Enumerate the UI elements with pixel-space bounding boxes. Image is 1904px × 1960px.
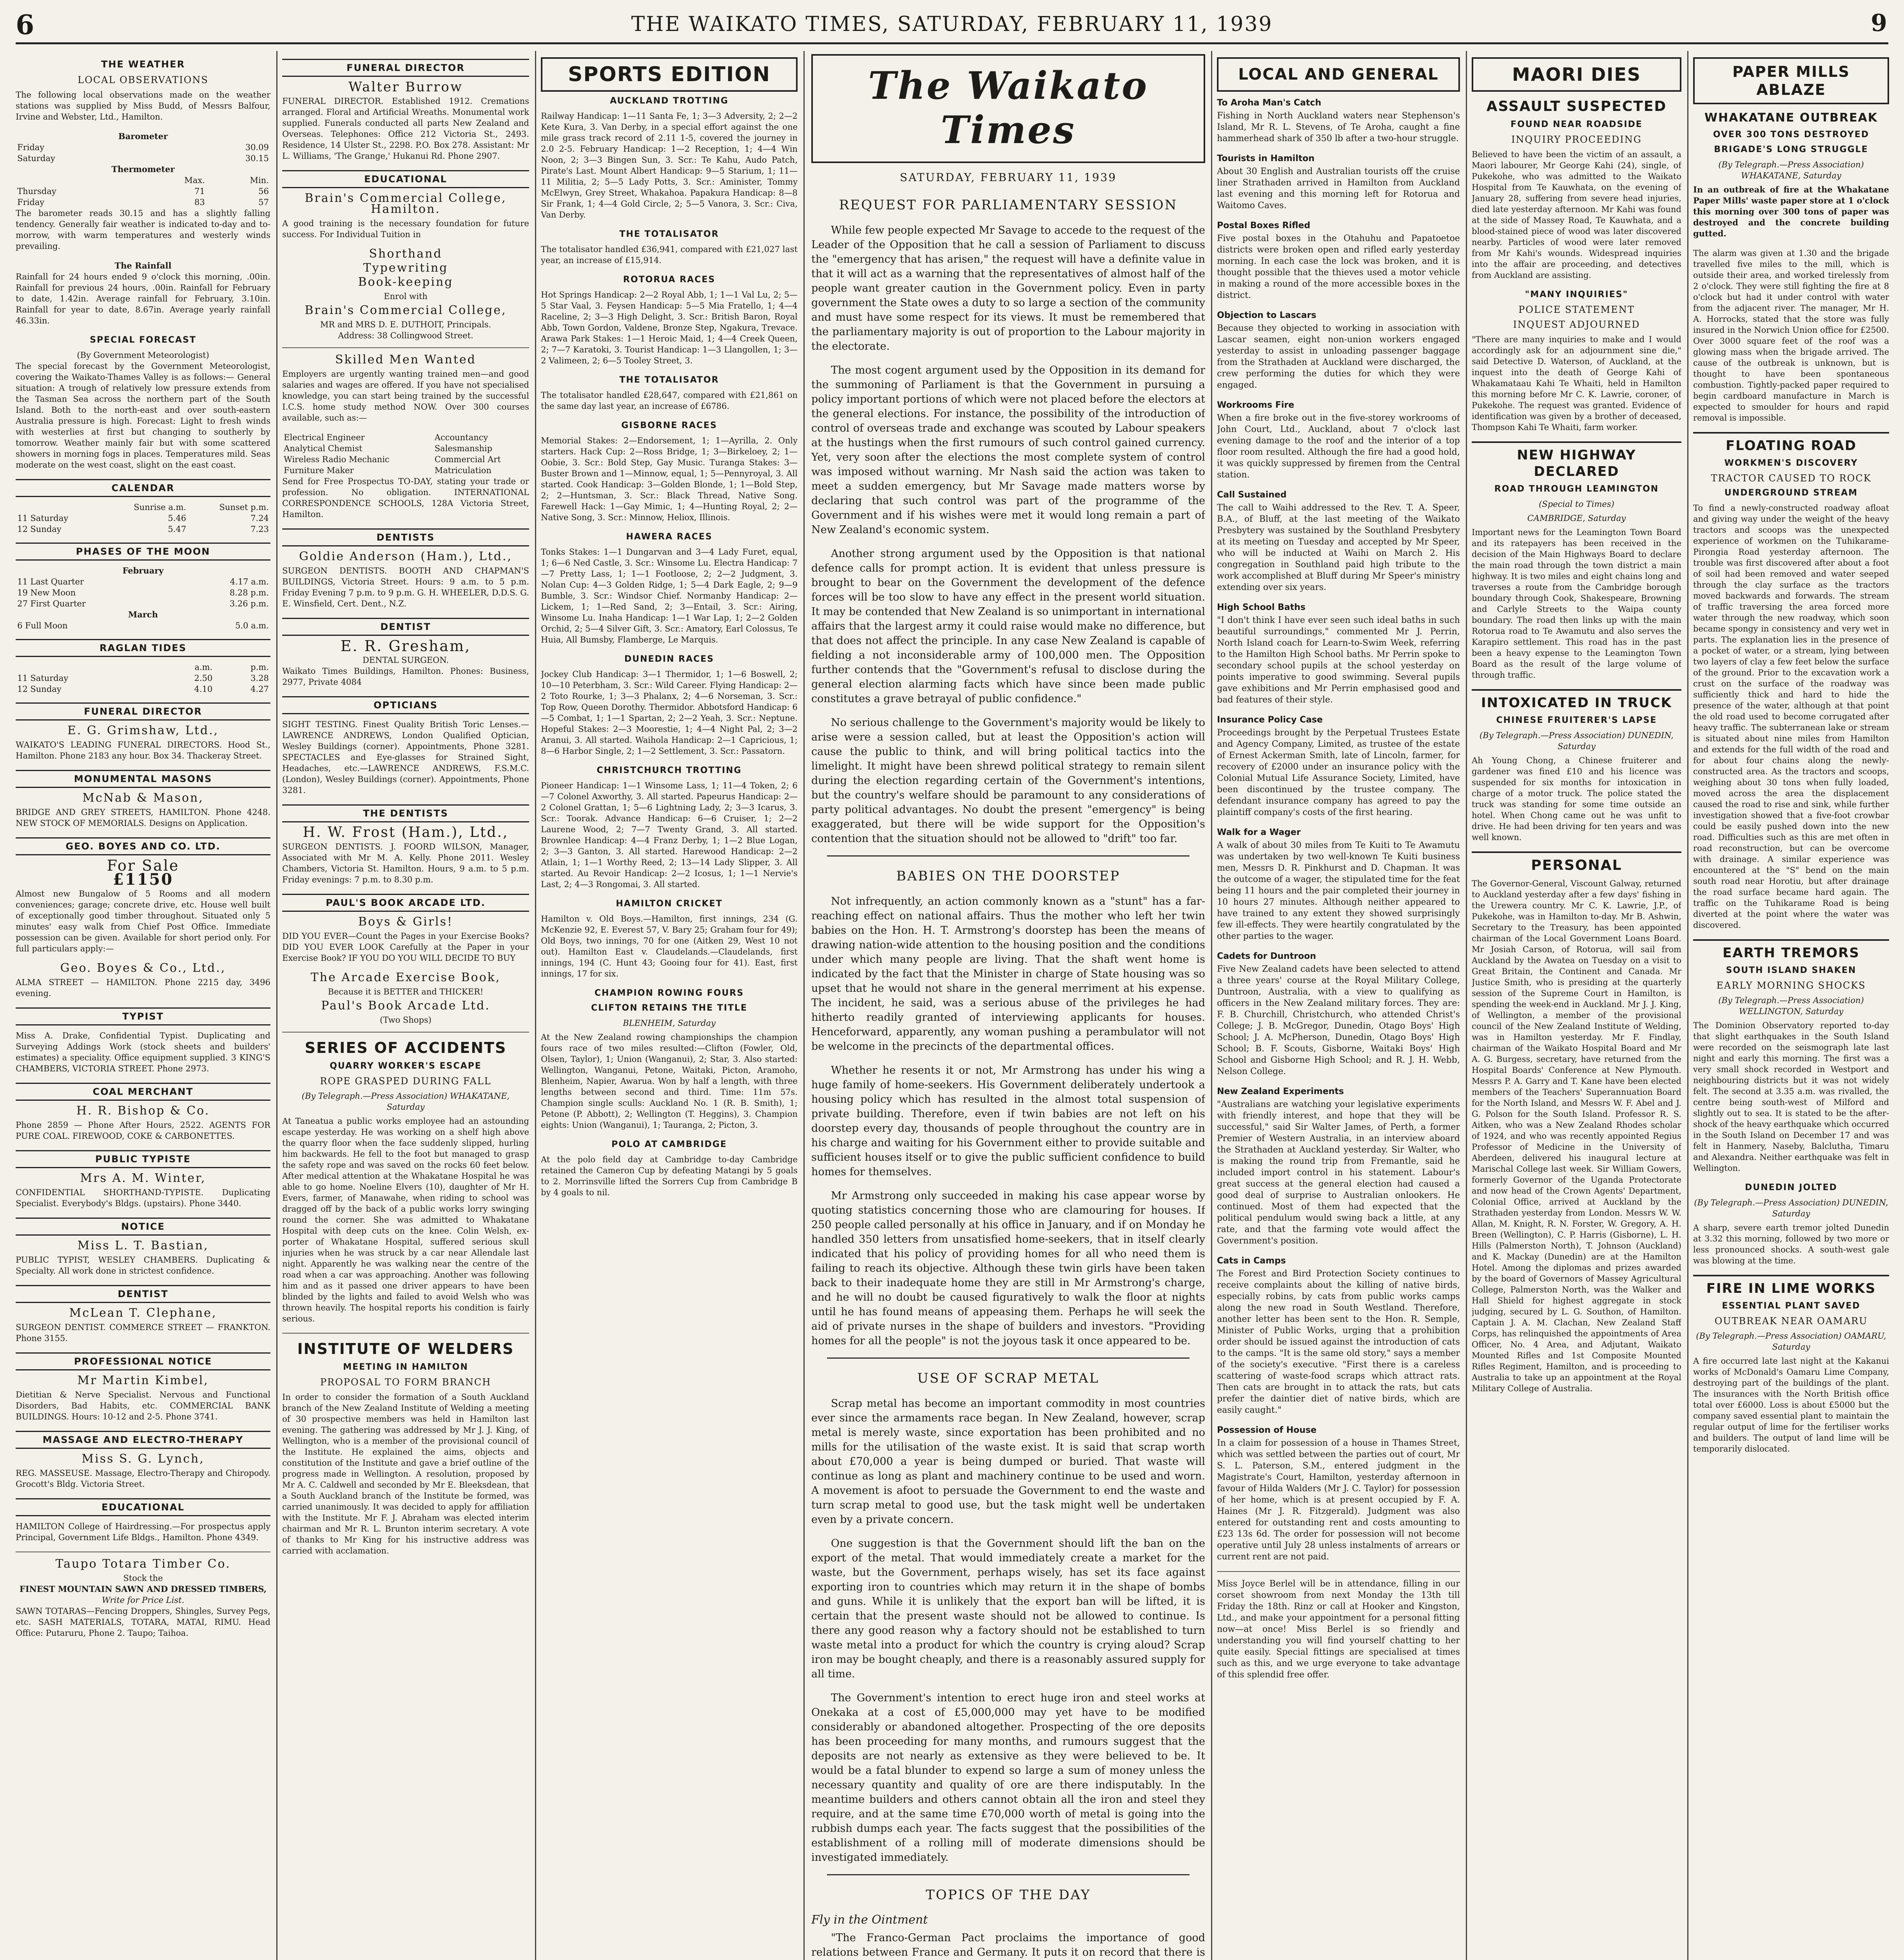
sale-price: £1150 (112, 870, 174, 889)
local-item-text: Proceedings brought by the Perpetual Trustees Estate and Agency Company, Limited, as trustee of the estate of Ernest Ackerman Smith, late of Lincoln, farmer, for recovery of £2000 under an insurance policy with the Colonial Mutual Life Assurance Society, Limited, have been discontinued by the trustee company. The defendant insurance company has agreed to pay the plaintiff company's costs of the first hearing. (1217, 728, 1460, 817)
dunedin-races-text: Jockey Club Handicap: 3—1 Thermidor, 1; 1—6 Boswell, 2; 10—10 Peterbham, 3. Scr.: Wild Career. Flying Handicap: 2—2 Toto Rourke, 1; 3—3 Phalanx, 2; 4—6 Norseman, 3. Scr.: Top Row, Queen Dorothy. Thermidor. Abbotsford Handicap: 6—5 Combat, 1; 1—1 Spartan, 2; 2—2 Yeah, 3. Scr.: Neptune. Hopeful Stakes: 2—3 Moorestie, 1; 4—4 Night Pal, 2; 3—2 Aranui, 3. All started. Waihola Handicap: 2—1 Capricious, 1; 8—6 Harbor Single, 2; 1—2 Settlement, 3. Scr.: Passatorn. (541, 670, 798, 756)
goldie-text: SURGEON DENTISTS. BOOTH AND CHAPMAN'S BUILDINGS, Victoria Street. Hours: 9 a.m. to 5 p.m. Friday Evening 7 p.m. to 9 p.m. G. H. WHEELER, D.D.S. G. E. Winsfield, Cert. Dent., N.Z. (282, 566, 529, 608)
paragraph: Scrap metal has become an important commodity in most countries ever since the armaments race began. In New Zealand, however, scrap metal is merely waste, since exportation has been prohibited and no mills for the utilisation of the waste exist. It is said that scrap worth about £70,000 a year is being dumped or buried. That waste will continue as long as plant and machinery continue to be used and worn. A movement is afoot to persuade the Government to end the waste and turn scrap metal to good use, but the task might well be undertaken even by a private concern. (811, 1397, 1205, 1526)
column-local-general (1217, 51, 1460, 1960)
local-item-heading: To Aroha Man's Catch (1217, 98, 1322, 108)
gisborne-races-heading: GISBORNE RACES (621, 421, 717, 430)
gresham-name: E. R. Gresham, (340, 637, 471, 655)
tractor-subhead: TRACTOR CAUSED TO ROCK (1711, 473, 1871, 484)
local-general-headline: LOCAL AND GENERAL (1217, 57, 1460, 92)
hawera-races-text: Tonks Stakes: 1—1 Dungarvan and 3—4 Lady Furet, equal, 1; 6—6 Ned Castle, 3. Scr.: Winsome Lu. Electra Handicap: 7—7 Pretty Lass, 1; 1—1 Footloose, 2; 2—2 Judgment, 3. Nolan Cup: 4—3 Golden Ridge, 1; 5—4 Dark Eagle, 2; 9—9 Bumble, 3. Scr.: Windsor Chief. Normanby Handicap: 2—Lickem, 1; 1—Red Sand, 2; 3—Entail, 3. Scr.: Airing, Winsome Lu. Inaha Handicap: 1—1 War Lap, 1; 2—2 Golden Orchid, 2; 5—4 Silver Gift, 3. Scr.: Amatory, Earl Colossus, Te Huia, All Bumsby, Flamberge, Le Marquis. (541, 547, 798, 644)
lime-works-headline: FIRE IN LIME WORKS (1693, 1275, 1889, 1297)
opticians-heading: OPTICIANS (282, 696, 529, 714)
mcnab-text: BRIDGE AND GREY STREETS, HAMILTON. Phone 4248. NEW STOCK OF MEMORIALS. Designs on Application. (16, 808, 270, 828)
typewriting-label: Typewriting (363, 261, 448, 275)
auckland-trotting-text: Railway Handicap: 1—11 Santa Fe, 1; 3—3 Adversity, 2; 2—2 Kete Kura, 3. Van Derby, in a special effort against the one mile grass track record of 2.11 1-5, covered the journey in 2.0 2-5. February Handicap: 1—2 Reception, 1; 4—4 Win Noon, 2; 3—3 Bingen Sun, 3. Scr.: Te Kahu, Audo Patch, Pirate's Last. Mount Albert Handicap: 9—5 Starium, 1; 11—11 Militia, 2; 5—5 Lady Potts, 3. Scr.: Aminister, Tommy McElwyn, Grey Street, Whakahoa. Papakura Handicap: 8—8 Sir Frank, 1; 4—4 Gold Circle, 2; 5—5 Vanora, 3. Scr.: Civa, Van Derby. (541, 111, 798, 220)
bookkeeping-label: Book-keeping (358, 275, 453, 289)
totalisator-text-2: The totalisator handled £28,647, compared with £21,861 on the same day last year, an increase of £6786. (541, 390, 798, 411)
page-number-left: 6 (16, 9, 36, 41)
local-item-heading: High School Baths (1217, 603, 1306, 612)
local-item-text: About 30 English and Australian tourists off the cruise liner Strathaden arrived in Hamilton from Auckland last evening and this morning left for Rotorua and Waitomo Caves. (1217, 167, 1460, 211)
editorial-2-body (811, 894, 1205, 1348)
totalisator-heading: THE TOTALISATOR (619, 229, 719, 239)
bishop-name: H. R. Bishop & Co. (76, 1104, 210, 1118)
inquest-text: "There are many inquiries to make and I would accordingly ask for an adjournment sine die," said Detective D. Waterson, of Auckland, at the inquest into the death of George Kahi of Whakamataau Kahi Te Whaiti, held in Hamilton this morning before Mr C. K. Lawrie, coroner, of Pukekohe. The request was granted. Evidence of identification was given by a brother of deceased, Thompson Kahi Te Whaiti, farm worker. (1472, 335, 1681, 432)
table-row: Saturday 30.15 (17, 154, 269, 163)
kimbel-text: Dietitian & Nerve Specialist. Nervous and Functional Disorders, Bad Habits, etc. COMMERCIAL BANK BUILDINGS. Hours: 10-12 and 2-5. Phone 3741. (16, 1390, 270, 1421)
moon-phases-heading: PHASES OF THE MOON (16, 543, 270, 561)
editorial-3-headline: USE OF SCRAP METAL (917, 1370, 1099, 1386)
raglan-tides-heading: RAGLAN TIDES (16, 639, 270, 657)
kimbel-name: Mr Martin Kimbel, (77, 1374, 209, 1387)
skilled-men-text: Employers are urgently wanting trained men—and good salaries and wages are offered. If you have not specialised knowledge, you can start being trained by the successful I.C.S. home study method NOW. Over 300 courses available, such as:— (282, 369, 529, 423)
intoxicated-headline: INTOXICATED IN TRUCK (1472, 689, 1681, 711)
bishop-text: Phone 2859 — Phone After Hours, 2522. AGENTS FOR PURE COAL. FIREWOOD, COKE & CARBONETTES. (16, 1120, 270, 1141)
educational-heading: EDUCATIONAL (16, 1498, 270, 1516)
frost-name: H. W. Frost (Ham.), Ltd., (303, 824, 509, 840)
column-rule (803, 51, 805, 1960)
skilled-men-title: Skilled Men Wanted (335, 353, 476, 367)
column-rule (535, 51, 536, 1960)
clifton-subhead: CLIFTON RETAINS THE TITLE (591, 1003, 747, 1013)
brains-principals: MR and MRS D. E. DUTHOIT, Principals. (320, 320, 491, 329)
grimshaw-text: WAIKATO'S LEADING FUNERAL DIRECTORS. Hood St., Hamilton. Phone 2183 any hour. Box 34. Thackeray Street. (16, 740, 270, 760)
blenheim-dateline: BLENHEIM, Saturday (623, 1018, 716, 1028)
boys-girls-text: DID YOU EVER—Count the Pages in your Exercise Books? DID YOU EVER LOOK Carefully at the Paper in your Exercise Book? IF YOU DO YOU WILL DECIDE TO BUY (282, 931, 529, 963)
thermometer-table (16, 175, 270, 208)
tons-destroyed-subhead: OVER 300 TONS DESTROYED (1713, 130, 1870, 140)
barometer-heading: Barometer (118, 131, 168, 141)
special-forecast-text: The special forecast by the Government Meteorologist, covering the Waikato-Thames Valley is as follows:— General situation: A trough of relatively low pressure extends from the Tasman Sea across the northern part of the South Island. Both to the north-east and over south-eastern Australia pressure is high. Forecast: Light to fresh winds with westerlies at first but changing to southerly by tomorrow. Weather mainly fair but with some scattered showers in morning fogs in places. Temperatures mild. Seas moderate on the west coast, slight on the east coast. (16, 361, 270, 470)
local-item-heading: Objection to Lascars (1217, 310, 1316, 320)
totara-stock: FINEST MOUNTAIN SAWN AND DRESSED TIMBERS, (19, 1584, 267, 1594)
column-advertisements (282, 51, 529, 1960)
paragraph: No serious challenge to the Government's majority would be likely to arise were a session called, but at least the Opposition's action will cause the public to think, and will bring political tactics into the limelight. It might have been shrewd political strategy to remain silent during the election regarding certain of the Government's intentions, but the country's welfare should be paramount to any considerations of party political advantages. No doubt the present "emergency" is being exaggerated, but there will be wide support for the Opposition's contention that the situation should not be allowed to "drift" too far. (811, 717, 1205, 845)
coal-merchant-heading: COAL MERCHANT (16, 1083, 270, 1101)
assault-suspected-headline: ASSAULT SUSPECTED (1486, 98, 1667, 114)
whakatane-subhead: WHAKATANE OUTBREAK (1704, 111, 1878, 125)
editorial-3-body (811, 1396, 1205, 1865)
table-row: 27 First Quarter 3.26 p.m. (17, 599, 269, 608)
paper-text: The alarm was given at 1.30 and the brigade travelled five miles to the mill, which is outside their area, and worked tirelessly from 2 o'clock. They were still fighting the fire at 8 o'clock but had it under control with water from the adjacent river. The manager, Mr H. A. Horrocks, stated that the store was fully insured in the Norwich Union office for £2500. Over 3000 square feet of the roof was a glowing mass when the brigade arrived. The cause of the outbreak is unknown, but is thought to have been spontaneous combustion. Tightly-packed paper required to begin cardboard manufacture in March is expected to smoulder for hours and rapid removal is impossible. (1693, 249, 1889, 423)
the-dentists-heading: THE DENTISTS (282, 804, 529, 822)
massage-heading: MASSAGE AND ELECTRO-THERAPY (16, 1431, 270, 1449)
local-item-text: Fishing in North Auckland waters near Stephenson's Island, Mr R. L. Stevens, of Te Aroha, caught a fine hammerhead shark of 350 lb after a two-hour struggle. (1217, 111, 1460, 143)
monumental-masons-heading: MONUMENTAL MASONS (16, 770, 270, 788)
personal-text: The Governor-General, Viscount Galway, returned to Auckland yesterday after a few days' fishing in the Urewera country. Mr C. K. Lawrie, J.P., of Pukekohe, was in Hamilton to-day. Mr B. Ashwin, Secretary to the Treasury, has been appointed chairman of the Local Government Loans Board. Mr Josiah Carson, of Rotorua, will sail from Auckland by the Awatea on Tuesday on a visit to Great Britain, the Continent and Canada. Mr Justice Smith, who is presiding at the quarterly session of the Supreme Court in Hamilton, is spending the week-end in Auckland. Mr J. J. King, of Wellington, a member of the provisional council of the New Zealand Institute of Welding, was in Hamilton yesterday. Mr F. Findlay, chairman of the Waikato Hospital Board and Mr A. G. Burgess, secretary, have returned from the Hospital Boards' Conference at New Plymouth. Messrs P. A. Garry and T. Kane have been elected members of the Teachers' Superannuation Board for the North Island, and Messrs W. F. Abel and J. G. Polson for the South Island. Professor R. S. Aitken, who was a New Zealand Rhodes scholar of 1924, and who was recently appointed Regius Professor of Medicine in the University of Aberdeen, delivered his inaugural lecture at Marischal College last week. Sir William Gowers, formerly Governor of the Uganda Protectorate and now head of the Crown Agents' Department, Colonial Office, arrived at Auckland by the Strathaden yesterday from London. Messrs W. W. Allan, M. Knight, R. N. Forster, W. Gregory, A. H. Breen (Wellington), C. P. Harris (Gisborne), L. H. Hills (Palmerston North), T. Johnson (Auckland) and K. Mackay (Dunedin) are at the Hamilton Hotel. Among the diplomas and prizes awarded by the board of Governors of Massey Agricultural College, Palmerston North, was the Walker and Hall Shield for highest aggregate in stock judging, secured by L. G. Southon, of Hamilton. Captain J. A. M. Clachan, New Zealand Staff Corps, has relinquished the appointments of Area Officer, No. 4 Area, and Adjutant, Waikato Mounted Rifles and 1st Composite Mounted Rifles Regiment, Hamilton, and is proceeding to Australia to take up an appointment at the Royal Military College of Australia. (1472, 879, 1681, 1393)
frost-text: SURGEON DENTISTS. J. FOORD WILSON, Manager, Associated with Mr M. A. Kelly. Phone 2011. Wesley Chambers, Victoria St. Hamilton. Hours, 9 a.m. to 5 p.m. Friday evenings: 7 p.m. to 8.30 p.m. (282, 842, 529, 884)
two-shops: (Two Shops) (380, 1015, 432, 1025)
polo-text: At the polo field day at Cambridge to-day Cambridge retained the Cameron Cup by defeating Matangi by 5 goals to 2. Morrinsville lifted the Sorrers Cup from Cambridge B by 4 goals to nil. (541, 1155, 798, 1197)
for-sale-title: For Sale (107, 857, 180, 874)
rotorua-races-heading: ROTORUA RACES (623, 275, 716, 285)
notice-heading: NOTICE (16, 1218, 270, 1236)
shorthand-label: Shorthand (369, 247, 442, 261)
table-row: Furniture Maker Matriculation (284, 466, 491, 475)
goldie-name: Goldie Anderson (Ham.), Ltd., (299, 550, 513, 563)
oamaru-subhead: OUTBREAK NEAR OAMARU (1714, 1316, 1868, 1327)
column-news-a (1472, 51, 1681, 1960)
winter-text: CONFIDENTIAL SHORTHAND-TYPISTE. Duplicating Specialist. Everybody's Bldgs. (upstairs). Phone 3440. (16, 1188, 270, 1208)
editorial-1-body (811, 223, 1205, 846)
table-row: 12 Sunday 4.10 4.27 (17, 684, 269, 694)
column-editorial (811, 51, 1205, 1960)
welders-headline: INSTITUTE OF WELDERS (297, 1340, 514, 1357)
local-item-text: Five New Zealand cadets have been selected to attend a three years' course at the Royal Military College, Duntroon, Australia, with a view to qualifying as officers in the New Zealand military forces. They are: F. B. Churchill, Christchurch, who attended Christ's College; J. B. McGregor, Dunedin, Otago Boys' High School; J. A. McPherson, Dunedin, Otago Boys' High School; B. F. Scouts, Gisborne, Waitaki Boys' High School and Gisborne High School; and R. J. H. Webb, Nelson College. (1217, 964, 1460, 1076)
lynch-name: Miss S. G. Lynch, (82, 1452, 205, 1466)
table-row: 11 Last Quarter 4.17 a.m. (17, 577, 269, 586)
local-item-heading: Tourists in Hamilton (1217, 154, 1315, 163)
page-masthead (16, 7, 1888, 41)
drake-text: Miss A. Drake, Confidential Typist. Duplicating and Surveying Addings Work (stock sheets and builders' estimates) a speciality. Office equipment supplied. 3 KING'S CHAMBERS, VICTORIA STREET. Phone 2973. (16, 1031, 270, 1073)
many-inquiries-subhead: "MANY INQUIRIES" (1525, 290, 1628, 299)
paper-dateline: (By Telegraph.—Press Association) WHAKATANE, Saturday (1718, 160, 1864, 180)
thermometer-heading: Thermometer (111, 164, 175, 174)
local-item-text: Miss Joyce Berlel will be in attendance, filling in our corset showroom from next Monday the 13th till Friday the 18th. Rinz or call at Hooker and Kingston, Ltd., and make your appointment for a personal fitting now—at once! Miss Berlel is so friendly and understanding you will find yourself chatting to her quite easily. Special fittings are specialised at times such as this, and we urge everyone to take advantage of this splendid free offer. (1217, 1579, 1460, 1680)
special-forecast-byline: (By Government Meteorologist) (77, 350, 209, 360)
rainfall-heading: The Rainfall (114, 261, 172, 270)
paragraph: One suggestion is that the Government should lift the ban on the export of the metal. That would immediately create a market for the waste, but the Government, perhaps wisely, has set its face against exporting iron to countries which may return it in the shape of bombs and guns. While it is unlikely that the export ban will be lifted, it is certain that the present waste should not be allowed to continue. Is there any good reason why a factory should not be established to turn waste metal into a product for which the country is crying aloud? Scrap iron may be bought cheaply, and there is a reasonably assured supply for all time. (811, 1537, 1205, 1680)
earth-text: The Dominion Observatory reported to-day that slight earthquakes in the South Island were recorded on the seismograph late last night and early this morning. The first was a very small shock recorded in Westport and neighbouring districts but it was not widely felt. The second at 3.35 a.m. was rivalled, the centre being south-west of Milford and slightly out to sea. It is stated to be the after-shock of the heavy earthquake which occurred in the South Island on December 17 and was felt in Hanmery, Naseby, Balclutha, Timaru and Alexandra. Neither earthquake was felt in Wellington. (1693, 1021, 1889, 1173)
earth-dateline: (By Telegraph.—Press Association) WELLINGTON, Saturday (1718, 996, 1864, 1016)
raglan-tides-table (16, 662, 270, 695)
gresham-text: Waikato Times Buildings, Hamilton. Phones: Business, 2977, Private 4084 (282, 666, 529, 687)
table-row: Electrical Engineer Accountancy (284, 433, 488, 442)
south-island-shaken-subhead: SOUTH ISLAND SHAKEN (1726, 965, 1857, 975)
boys-girls-title: Boys & Girls! (358, 915, 453, 929)
floating-road-headline: FLOATING ROAD (1693, 432, 1889, 454)
bastian-text: PUBLIC TYPIST, WESLEY CHAMBERS. Duplicating & Specialty. All work done in strictest confidence. (16, 1255, 270, 1276)
local-item-text: Five postal boxes in the Otahuhu and Papatoetoe districts were broken open and rifled early yesterday morning. In each case the lock was broken, and it is thought possible that the thieves used a motor vehicle in making a round of the more accessible boxes in the district. (1217, 234, 1460, 300)
local-item-heading: Postal Boxes Rifled (1217, 221, 1311, 230)
totara-name: Taupo Totara Timber Co. (55, 1557, 231, 1571)
boyes-name: Geo. Boyes & Co., Ltd., (60, 961, 226, 975)
local-item-heading: Insurance Policy Case (1217, 715, 1323, 725)
local-item-heading: Call Sustained (1217, 490, 1287, 500)
gresham-sub: DENTAL SURGEON. (362, 655, 449, 665)
arcade-exercise-book: The Arcade Exercise Book, (310, 971, 501, 984)
brains-address: Address: 38 Collingwood Street. (338, 331, 473, 340)
column-weather-classifieds (16, 51, 270, 1960)
floating-road-text: To find a newly-constructed roadway afloat and giving way under the weight of the heavy tractors and scoops was the unexpected experience of workmen on the Tuhikarame-Pirongia Road yesterday afternoon. The trouble was first discovered after about a foot of soil had been removed and water seeped through the clay surface as the tractors moved backwards and forwards. The stream of traffic traversing the area forced more water through the new roadway, which soon became spongy in consistency and very wet in parts. The explanation lies in the presence of a pocket of water, or a stream, lying between two layers of clay a few feet below the surface of the ground. Prior to the excavation work a crust on the surface of the roadway was sufficiently thick and hard to hide the presence of the water, although at that point the old road used to become corrugated after heavy traffic. The subterranean lake or stream is situated about nine miles from Hamilton and extends for the full width of the road and for about four chains along the newly-constructed area. As the tractors and scoops, weighing about 30 tons when fully loaded, moved across the area the displacement caused the road to rise and sink, while further investigation showed that a five-foot crowbar could be easily pushed down into the new road. Difficulties such as this are met often in road reconstruction, but can be overcome with drainage. A similar experience was encountered at the "S" bend on the main south road near Horotiu, but after drainage the road surface became hard again. The traffic on the Tuhikarame Road is being diverted at the point where the water was discovered. (1693, 503, 1889, 930)
divider (282, 1032, 529, 1033)
leamington-subhead: ROAD THROUGH LEAMINGTON (1494, 484, 1659, 494)
dentists-heading: DENTISTS (282, 528, 529, 546)
local-item-text: The call to Waihi addressed to the Rev. T. A. Speer, B.A., of Bluff, at the last meeting of the Waikato Presbytery was sustained by the Southland Presbytery at its meeting on Tuesday and accepted by Mr Speer, who will be inducted at Waihi on March 2. His congregation in Southland paid high tribute to the work accomplished at Bluff during Mr Speer's ministry extending over six years. (1217, 503, 1460, 592)
rotorua-races-text: Hot Springs Handicap: 2—2 Royal Abb, 1; 1—1 Val Lu, 2; 5—5 Star Vaal, 3. Feysen Handicap: 5—5 Mia Fratello, 1; 4—4 Raceline, 2; 3—3 High Delight, 3. Scr.: British Baron, Royal Abb, Town Gordon, Valdene, Bronze Step, Ngakura, Trevace. Arawa Park Stakes: 1—1 Heroic Maid, 1; 4—4 Creek Queen, 2; 7—7 Karatoki, 3. Tourist Handicap: 1—3 Llangollen, 1; 3—2 Valimeen, 2; 6—5 Tooley Street, 3. (541, 290, 798, 365)
boyes-address: ALMA STREET — HAMILTON. Phone 2215 day, 3496 evening. (16, 978, 270, 998)
local-item-heading: Cadets for Duntroon (1217, 951, 1316, 961)
local-observations-text: The following local observations made on the weather stations was supplied by Miss Budd, of Messrs Balfour, Irvine and Webster, Ltd., Hamilton. (16, 90, 270, 122)
local-item-heading: Workrooms Fire (1217, 400, 1295, 410)
table-header-row: Sunrise a.m. Sunset p.m. (134, 503, 269, 512)
burrow-name: Walter Burrow (348, 79, 463, 95)
hawera-races-heading: HAWERA RACES (626, 532, 713, 542)
dunedin-races-heading: DUNEDIN RACES (624, 654, 714, 664)
blenheim-text: At the New Zealand rowing championships the champion fours race of two miles resulted:—Clifton (Fowler, Old, Olsen, Taylor), 1; Union (Wanganui), 2; Star, 3. Also started: Wellington, Wanganui, Petone, Waitaki, Picton, Aramoho, Blenheim, Napier, Awarua. Won by half a length, with three lengths between second and third. Time: 11m 57s. Champion single sculls: Auckland No. 1 (R. B. Smith), 1; Petone (P. Abbott), 2; Wellington (T. Heggins), 3. Champion eights: Union (Wanganui), 1; Tauranga, 2; Picton, 3. (541, 1033, 798, 1130)
dentist-heading-2: DENTIST (282, 618, 529, 636)
inquest-adjourned-subhead: INQUEST ADJOURNED (1513, 319, 1640, 330)
sale-text: Almost new Bungalow of 5 Rooms and all modern conveniences; garage; concrete drive, etc. House well built of exceptionally good timber throughout. Situated only 5 minutes' easy walk from Chief Post Office. Immediate possession can be given. Available for short period only. For full particulars apply:— (16, 889, 270, 953)
lynch-text: REG. MASSEUSE. Massage, Electro-Therapy and Chiropody. Grocott's Bldg. Victoria Street. (16, 1468, 270, 1489)
enrol-label: Enrol with (384, 292, 428, 301)
highway-special: (Special to Times) (1539, 499, 1614, 509)
underground-stream-subhead: UNDERGROUND STREAM (1724, 488, 1858, 498)
personal-headline: PERSONAL (1472, 851, 1681, 874)
boyes-heading: GEO. BOYES AND CO. LTD. (16, 837, 270, 855)
paper-mills-headline: PAPER MILLS ABLAZE (1693, 57, 1889, 104)
jolted-text: A sharp, severe earth tremor jolted Dunedin at 3.32 this morning, followed by two more or less pronounced shocks. A south-west gale was blowing at the time. (1693, 1223, 1889, 1265)
local-item-text: When a fire broke out in the five-storey workrooms of John Court, Ltd., Auckland, about 7 o'clock last evening damage to the roof and the interior of a top floor room resulted. Although the fire had a good hold, it was quickly suppressed by firemen from the Central station. (1217, 413, 1460, 480)
totara-text: SAWN TOTARAS—Fencing Droppers, Shingles, Survey Pegs, etc. SASH MATERIALS, TOTARA, MATAI, RIMU. Head Office: Putaruru, Phone 2. Taupo; Taihoa. (16, 1606, 270, 1638)
local-item-text: In a claim for possession of a house in Thames Street, which was settled between the parties out of court, Mr S. L. Paterson, S.M., entered judgment in the Magistrate's Court, Hamilton, yesterday afternoon in favour of Hilda Walders (Mr J. C. Taylor) for possession of her home, which is at present occupied by F. A. Haines (Mr J. R. Fitzgerald). Judgment was also entered for outstanding rent and costs amounting to £23 13s 6d. The order for possession will not become operative until July 28 unless instalments of arrears or current rent are not paid. (1217, 1438, 1460, 1562)
fruiterer-subhead: CHINESE FRUITERER'S LAPSE (1496, 715, 1657, 725)
column-rule (276, 51, 277, 1960)
page-number-right: 9 (1871, 9, 1888, 37)
masthead-rule (16, 42, 1888, 44)
calendar-heading: CALENDAR (16, 479, 270, 497)
optician-text: SIGHT TESTING. Finest Quality British Toric Lenses.—LAWRENCE ANDREWS, London Qualified Optician, Wesley Buildings (corner). Appointments, Phone 3281. SPECTACLES and Eye-glasses for Strained Sight, Headaches, etc.—LAWRENCE ANDREWS, F.S.M.C. (London), Wesley Buildings (corner). Appointments, Phone 3281. (282, 720, 529, 795)
hamilton-cricket-text: Hamilton v. Old Boys.—Hamilton, first innings, 234 (G. McKenzie 92, E. Everest 57, V. Bary 25; Graham four for 49); Old Boys, two innings, 70 for one (Aitken 29, West 10 not out). Hamilton East v. Claudelands.—Claudelands, first innings, 194 (C. Hunt 43; Gooing four for 41). East, first innings, 17 for six. (541, 914, 798, 978)
welders-subhead: MEETING IN HAMILTON (343, 1362, 468, 1372)
gisborne-races-text: Memorial Stakes: 2—Endorsement, 1; 1—Ayrilla, 2. Only starters. Hack Cup: 2—Ross Bridge, 1; 3—Birkeloey, 2; 1—Oobie, 3. Scr.: Bold Step, Gay Music. Turanga Stakes: 3—Buster Brown and 1—Minnow, equal, 1; 5—Pennyroyal, 3. All started. Cook Handicap: 3—Golden Blonde, 1; 1—Bold Step, 2; 2—Huntsman, 3. Scr.: Black Thread, Native Song. Farewell Hack: 1—Gay Mimic, 1; 4—Hunting Royal, 2; 2—Native Song, 3. Scr.: Minnow, Heliox, Illinois. (541, 436, 798, 522)
christchurch-trotting-text: Pioneer Handicap: 1—1 Winsome Lass, 1; 11—4 Token, 2; 6—7 Colonel Axworthy, 3. All started. Papeurus Handicap: 2—2 Colonel Grattan, 1; 5—6 Lightning Lady, 2; 3—3 Icarus, 3. Scr.: Toorak. Advance Handicap: 6—6 Cruiser, 1; 2—2 Laurene Wood, 2; 7—7 Twenty Grand, 3. All started. Brownlee Handicap: 4—4 Franz Derby, 1; 1—2 Blue Logan, 2; 3—3 Ganton, 3. All started. Harewood Handicap: 2—2 Atlain, 1; 1—1 Worthy Reed, 2; 13—14 Lady Slipper, 3. All started. Au Revoir Handicap: 2—2 Icosus, 1; 1—1 Nervie's Last, 2; 4—3 Rongomai, 3. All started. (541, 781, 798, 889)
weather-heading: THE WEATHER (101, 59, 185, 70)
public-typiste-heading: PUBLIC TYPISTE (16, 1150, 270, 1168)
funeral-director-heading-2: FUNERAL DIRECTOR (282, 59, 529, 77)
divider (282, 347, 529, 348)
lime-text: A fire occurred late last night at the Kakanui works of McDonald's Oamaru Lime Company, destroying part of the buildings of the plant. The insurances with the North British office total over £6000. Loss is about £5000 but the company saved essential plant to maintain the regular output of lime for the fertiliser works and builders. The output of land lime will be temporarily dislocated. (1693, 1356, 1889, 1454)
brains-name-2: Brain's Commercial College, (305, 303, 507, 317)
editorial-4-body (811, 1931, 1205, 1960)
ics-text: Send for Free Prospectus TO-DAY, stating your trade or profession. No obligation. INTERNATIONAL CORRESPONDENCE SCHOOLS, 128A Victoria Street, Hamilton. (282, 477, 529, 519)
truck-dateline: (By Telegraph.—Press Association) DUNEDIN, Saturday (1479, 731, 1674, 751)
clephane-text: SURGEON DENTIST. COMMERCE STREET — FRANKTON. Phone 3155. (16, 1323, 270, 1343)
totara-sub: Stock the (123, 1573, 163, 1583)
table-row: 11 Saturday 2.50 3.28 (17, 673, 269, 683)
brains-text: A good training is the necessary foundation for future success. For Individual Tuition in (282, 219, 529, 239)
pauls-name: Paul's Book Arcade Ltd. (321, 999, 490, 1013)
editorial-1-headline: REQUEST FOR PARLIAMENTARY SESSION (839, 197, 1178, 213)
special-forecast-heading: SPECIAL FORECAST (90, 335, 196, 345)
dentist-heading: DENTIST (16, 1285, 270, 1303)
moon-month-march: March (128, 610, 158, 619)
pauls-heading: PAUL'S BOOK ARCADE LTD. (282, 894, 529, 912)
jolted-dateline: (By Telegraph.—Press Association) DUNEDIN, Saturday (1694, 1198, 1888, 1218)
polo-heading: POLO AT CAMBRIDGE (611, 1140, 727, 1149)
maori-dies-headline: MAORI DIES (1472, 57, 1681, 92)
paragraph: Another strong argument used by the Opposition is that national defence calls for prompt action. It is evident that unless pressure is brought to bear on the Government the development of the defence forces will be too slow to have any effect in the present world situation. It may be contended that New Zealand is so unimportant in international affairs that the largest army it could raise would make no difference, but that does not affect the principle. In any case New Zealand is capable of fielding a not inconsiderable army of 100,000 men. The Opposition further contends that the "Government's refusal to disclose during the general election alarming facts which have since been made public constitutes a grave betrayal of public confidence." (811, 548, 1205, 705)
table-header-row: Max. Min. (184, 176, 269, 185)
local-observations-heading: LOCAL OBSERVATIONS (78, 74, 209, 85)
found-roadside-subhead: FOUND NEAR ROADSIDE (1511, 120, 1643, 129)
welders-text: In order to consider the formation of a South Auckland branch of the New Zealand Institute of Welding a meeting of 30 prospective members was held in Hamilton last evening. The gathering was addressed by Mr J. J. King, of Wellington, who is a member of the provisional council of the Institute. He explained the aims, objects and constitution of the Institute and gave a brief outline of the progress made in Wellington. A resolution, proposed by Mr A. C. Caldwell and seconded by Mr E. Bleeksdean, that a South Auckland branch of the Institute be formed, was carried unanimously. It was decided to apply for affiliation with the Institute. Mr F. J. Abraham was elected interim chairman and Mr R. L. Brunton interim secretary. A vote of thanks to Mr King for his instructive address was carried with acclamation. (282, 1392, 529, 1555)
accidents-subhead: QUARRY WORKER'S ESCAPE (330, 1061, 482, 1071)
table-header-row: a.m. p.m. (194, 662, 269, 672)
local-item-heading: New Zealand Experiments (1217, 1087, 1344, 1096)
barometer-text: The barometer reads 30.15 and has a slightly falling tendency. Generally fair weather is indicated to-day and to-morrow, with warm temperatures and westerly winds prevailing. (16, 209, 270, 251)
local-item-text: "Australians are watching your legislative experiments with friendly interest, and hope that they will be successful," said Sir Walter James, of Perth, a former Premier of Western Australia, in an interview aboard the Strathaden at Auckland yesterday. Sir Walter, who is making the round trip from Fremantle, said he included import control in his statement. Labour's great success at the general election had caused a good deal of surprise to Australian onlookers. He continued. Most of them had expected that the political pendulum would swing back a little, at any rate, and that the farming vote would affect the Government's position. (1217, 1100, 1460, 1246)
brigade-subhead: BRIGADE'S LONG STRUGGLE (1714, 145, 1868, 154)
local-item-text: A walk of about 30 miles from Te Kuiti to Te Awamutu was undertaken by two well-known Te Kuiti business men, Messrs D. R. Pinkhurst and D. Chapman. It was the outcome of a wager, the stipulated time for the feat being 11 hours and the pair completed their journey in 10 hours 27 minutes. Although neither appeared to have trained to any extent they showed surprisingly few ill-effects. They were heartily congratulated by the other parties to the wager. (1217, 840, 1460, 941)
local-item-text: The Forest and Bird Protection Society continues to receive complaints about the killing of native birds, especially robins, by cats from public works camps along the new road in South Westland. Therefore, another letter has been sent to the Hon. R. Semple, Minister of Public Works, urging that a prohibition order should be issued against the introduction of cats to the camps. "It is the same old story," says a member of the society's executive. "First there is a careless scattering of waste-food scraps which attract rats. Then cats are brought in to attack the rats, but cats prefer the daintier diet of native birds, which are easily caught." (1217, 1269, 1460, 1415)
nameplate: The Waikato Times (811, 54, 1205, 163)
educational-heading-2: EDUCATIONAL (282, 170, 529, 188)
totalisator-heading-2: THE TOTALISATOR (619, 375, 719, 385)
workmens-discovery-subhead: WORKMEN'S DISCOVERY (1724, 458, 1858, 468)
new-highway-headline: NEW HIGHWAY DECLARED (1472, 441, 1681, 480)
divider (827, 855, 1190, 857)
truck-text: Ah Young Chong, a Chinese fruiterer and gardener was fined £10 and his licence was suspended for six months for intoxication in charge of a motor truck. The police stated the truck was standing for some time outside an hotel. When Chong came out he was unfit to drive. He had been driving for ten years and was well known. (1472, 756, 1681, 842)
editorial-2-headline: BABIES ON THE DOORSTEP (896, 868, 1121, 884)
clephane-name: McLean T. Clephane, (69, 1306, 217, 1320)
table-row: Wireless Radio Mechanic Commercial Art (284, 455, 501, 464)
paragraph: While few people expected Mr Savage to accede to the request of the Leader of the Opposition that he call a session of Parliament to discuss the "emergency that has arisen," the request will have a definite value in that it will act as a warning that the representatives of almost half of the people want greater caution in the Government policy. Even in party government the State owes a duty to so large a section of the community and must have some respect for its views. It must be remembered that the parliamentary majority is out of proportion to the Labour majority in the electorate. (811, 224, 1205, 352)
paragraph: The most cogent argument used by the Opposition in its demand for the summoning of Parliament is that the Government in pursuing a policy important portions of which were not placed before the electors at the general elections. For instance, the possibility of the introduction of control of overseas trade and exchange was scouted by Labour speakers at the hustings when the first rumours of such control gained currency. Yet, very soon after the elections the most complete system of control was imposed without warning. Mr Nash said the action was taken to meet a sudden emergency, but Mr Savage made matters worse by declaring that such control was part of the programme of the Government and if his wishes were met it would long remain a part of New Zealand's economic system. (811, 364, 1205, 536)
totara-price-list: Write for Price List. (102, 1595, 185, 1605)
champion-rowing-heading: CHAMPION ROWING FOURS (594, 988, 744, 998)
highway-text: Important news for the Leamington Town Board and its ratepayers has been received in the decision of the Main Highways Board to declare the main road through the town district a main highway. It is two miles and eight chains long and traverses a route from the Cambridge borough boundary through Cook, Shakespeare, Browning and Carlyle Streets to the Waipa county boundary. The road then links up with the main Rotorua road to Te Awamutu and also serves the Karapiro settlement. This road has in the past been a heavy expense to the Leamington Town Board as the result of the large volume of through traffic. (1472, 528, 1681, 680)
editorial-4-headline: TOPICS OF THE DAY (925, 1887, 1091, 1903)
hairdressing-text: HAMILTON College of Hairdressing.—For prospectus apply Principal, Government Life Bldgs., Hamilton. Phone 4349. (16, 1522, 270, 1542)
welders-subhead-2: PROPOSAL TO FORM BRANCH (320, 1377, 491, 1388)
table-row: 6 Full Moon 5.0 a.m. (17, 621, 269, 630)
paragraph: The Government's intention to erect huge iron and steel works at Onekaka at a cost of £5,000,000 may yet have to be modified considerably or abandoned altogether. Prospecting of the ore deposits has been proceeding for many months, and rumours suggest that the deposits are not nearly as extensive as they were believed to be. It would be a fatal blunder to expend so large a sum of money unless the necessary quantity and quality of ore are there indisputably. In the meantime builders and others cannot obtain all the iron and steel they require, and at the same time £70,000 worth of metal is going into the rubbish dumps each year. The facts suggest that the possibilities of the establishment of a rolling mill of moderate dimensions should be investigated immediately. (811, 1692, 1205, 1864)
column-rule (1466, 51, 1467, 1960)
divider (1217, 1571, 1460, 1572)
christchurch-trotting-heading: CHRISTCHURCH TROTTING (597, 766, 742, 775)
local-item-heading: Cats in Camps (1217, 1256, 1286, 1266)
divider (282, 1333, 529, 1334)
police-statement-subhead: POLICE STATEMENT (1518, 304, 1635, 315)
highway-dateline: CAMBRIDGE, Saturday (1527, 514, 1626, 523)
sports-edition-headline: SPORTS EDITION (541, 57, 798, 92)
earth-tremors-headline: EARTH TREMORS (1693, 939, 1889, 961)
moon-table (16, 576, 270, 609)
divider (827, 1874, 1190, 1875)
column-rule (1211, 51, 1212, 1960)
bastian-name: Miss L. T. Bastian, (77, 1239, 209, 1252)
calendar-table (16, 502, 270, 535)
table-row: 19 New Moon 8.28 p.m. (17, 588, 269, 597)
mcnab-name: McNab & Mason, (82, 791, 204, 805)
paragraph: "The Franco-German Pact proclaims the importance of good relations between France and Germany. It puts it on record that there is (811, 1932, 1205, 1958)
grimshaw-name: E. G. Grimshaw, Ltd., (67, 724, 219, 737)
editorial-date: SATURDAY, FEBRUARY 11, 1939 (899, 171, 1117, 184)
assault-text: Believed to have been the victim of an assault, a Maori labourer, Mr George Kahi (24), single, of Pukekohe, who was admitted to the Waikato Hospital from Te Kauwhata, on the evening of January 28, suffering from severe head injuries, died late yesterday afternoon. Mr Kahi was found at the side of Massey Road, Te Kauwhata, and a blood-stained piece of wood was later discovered nearby. Particles of wood were later removed from Mr Kahi's wounds. Widespread inquiries into the affair are proceeding, and detectives from Auckland are assisting. (1472, 150, 1681, 280)
winter-name: Mrs A. M. Winter, (80, 1171, 206, 1185)
paper-lead: In an outbreak of fire at the Whakatane Paper Mills' waste paper store at 1 o'clock this morning over 300 tons of paper was destroyed and the concrete building gutted. (1693, 185, 1889, 238)
auckland-trotting-heading: AUCKLAND TROTTING (610, 96, 729, 106)
local-item-heading: Possession of House (1217, 1425, 1317, 1435)
rope-text: At Taneatua a public works employee had an astounding escape yesterday. He was working on a shelf high above the quarry floor when the face suddenly slipped, hurling him backwards. He fell to the foot but managed to grasp the safety rope and was saved on the rocks 60 feet below. After medical attention at the Whakatane Hospital he was able to go home. Noeline Elvers (10), daughter of Mr H. Evers, farmer, of Manawahe, when riding to school was dragged off by the back of a public works lorry swinging round the corner. She was admitted to Whakatane Hospital with deep cuts on the knee. Colin Welsh, ex-porter of Whakatane Hospital, suffered serious skull injuries when he was struck by a car near Allendale last night. Apparently he was walking near the centre of the road when a car was approaching. Another was following him and as it passed one driver appears to have been blinded by the lights and failed to avoid Welsh who was thrown heavily. The hospital reports his condition is fairly serious. (282, 1116, 529, 1323)
table-row: Friday 83 57 (17, 198, 269, 207)
early-morning-subhead: EARLY MORNING SHOCKS (1716, 980, 1866, 991)
topics-runin-heading: Fly in the Ointment (811, 1913, 928, 1927)
funeral-director-heading: FUNERAL DIRECTOR (16, 702, 270, 720)
lime-dateline: (By Telegraph.—Press Association) OAMARU, Saturday (1696, 1331, 1886, 1352)
professional-notice-heading: PROFESSIONAL NOTICE (16, 1352, 270, 1370)
local-item-text: "I don't think I have ever seen such ideal baths in such beautiful surroundings," commented Mr J. Perrin, North Island coach for Learn-to-Swim Week, referring to the Hamilton High School baths. Mr Perrin spoke to secondary school pupils at the school yesterday on points imperative to good swimming. Several pupils gave exhibitions and Mr Perrin emphasised good and bad features of their style. (1217, 615, 1460, 705)
paragraph: Mr Armstrong only succeeded in making his case appear worse by quoting statistics concerning those who are clamouring for houses. If 250 people called personally at his office in January, and if on Monday he handled 350 letters from unsatisfied home-seekers, that in itself clearly indicated that his policy of providing homes for all who need them is failing to reach its objective. Although these twin girls have been taken back to their inadequate home they are still in Mr Armstrong's charge, and he will no doubt be caused figuratively to walk the floor at nights until he has found means of appeasing them. Perhaps he will seek the aid of private nurses in the shape of builders and investors. "Providing homes for all the people" is not the joyous task it once appeared to be. (811, 1190, 1205, 1347)
local-item-text: Because they objected to working in association with Lascar seamen, eight non-union workers engaged yesterday to assist in unloading passenger baggage from the Strathaden at Auckland were discharged, the crew performing the duties for which they were engaged. (1217, 323, 1460, 390)
paragraph: Whether he resents it or not, Mr Armstrong has under his wing a huge family of home-seekers. His Government deliberately undertook a housing policy which has resulted in the almost total suspension of private building. Therefore, even if twin babies are not left on his doorstep every day, thousands of people throughout the country are in his charge and waiting for his Government either to provide suitable and sufficient houses itself or to give the public sufficient confidence to build homes for themselves. (811, 1064, 1205, 1178)
dunedin-jolted-subhead: DUNEDIN JOLTED (1745, 1183, 1837, 1192)
accidents-headline: SERIES OF ACCIDENTS (305, 1039, 507, 1056)
rainfall-text: Rainfall for 24 hours ended 9 o'clock this morning, .00in. Rainfall for previous 24 hours, .00in. Rainfall for February to date, 1.42in. Average rainfall for February, 3.10in. Rainfall for year to date, 8.67in. Average yearly rainfall 46.33in. (16, 272, 270, 325)
page-title: THE WAIKATO TIMES, SATURDAY, FEBRUARY 11, 1939 (631, 13, 1273, 36)
column-news-b (1693, 51, 1889, 1960)
table-row: 11 Saturday 5.46 7.24 (17, 514, 269, 523)
local-items-list (1217, 97, 1460, 1681)
arcade-text: Because it is BETTER and THICKER! (328, 987, 484, 996)
brains-name: Brain's Commercial College, Hamilton. (305, 191, 507, 216)
typist-heading: TYPIST (16, 1007, 270, 1025)
moon-month: February (122, 566, 164, 575)
essential-plant-subhead: ESSENTIAL PLANT SAVED (1722, 1301, 1860, 1311)
local-item-heading: Walk for a Wager (1217, 828, 1301, 837)
table-row: Friday 30.09 (17, 143, 269, 152)
column-sports (541, 51, 798, 1960)
table-row: Analytical Chemist Salesmanship (284, 444, 493, 453)
hamilton-cricket-heading: HAMILTON CRICKET (616, 899, 723, 909)
rope-subhead: ROPE GRASPED DURING FALL (320, 1076, 491, 1087)
table-row: Thursday 71 56 (17, 187, 269, 196)
ics-courses-table (282, 432, 529, 476)
rope-dateline: (By Telegraph.—Press Association) WHAKATANE, Saturday (301, 1091, 510, 1112)
burrow-text: FUNERAL DIRECTOR. Established 1912. Cremations arranged. Floral and Artificial Wreaths. Monumental work supplied. Funerals conducted all parts New Zealand and Overseas. Telephones: Office 212 Victoria St., 2493. Residence, 14 Ulster St., 2298. P.O. Box 278. Assistant: Mr L. Williams, 'The Grange,' Hukanui Rd. Phone 2907. (282, 96, 529, 161)
moon-table-march (16, 620, 270, 631)
inquiry-proceeding-subhead: INQUIRY PROCEEDING (1511, 134, 1642, 145)
column-rule (1687, 51, 1688, 1960)
totalisator-text: The totalisator handled £36,941, compared with £21,027 last year, an increase of £15,914. (541, 245, 798, 265)
paragraph: Not infrequently, an action commonly known as a "stunt" has a far-reaching effect on national affairs. Thus the mother who left her twin babies on the Hon. H. T. Armstrong's doorstep has been the means of drawing nation-wide attention to the housing position and the conditions under which many people are living. That the shaft went home is indicated by the fact that the Minister in charge of State housing was so upset that he would not share in the general merriment at his expense. The incident, he said, was a serious abuse of the privileges he had hitherto readily granted of interviewing applicants for houses. Henceforward, apparently, any woman pushing a perambulator will not be welcome in the precincts of the departmental offices. (811, 895, 1205, 1053)
table-row: 12 Sunday 5.47 7.23 (17, 524, 269, 534)
barometer-table (16, 142, 270, 164)
divider (827, 1357, 1190, 1359)
